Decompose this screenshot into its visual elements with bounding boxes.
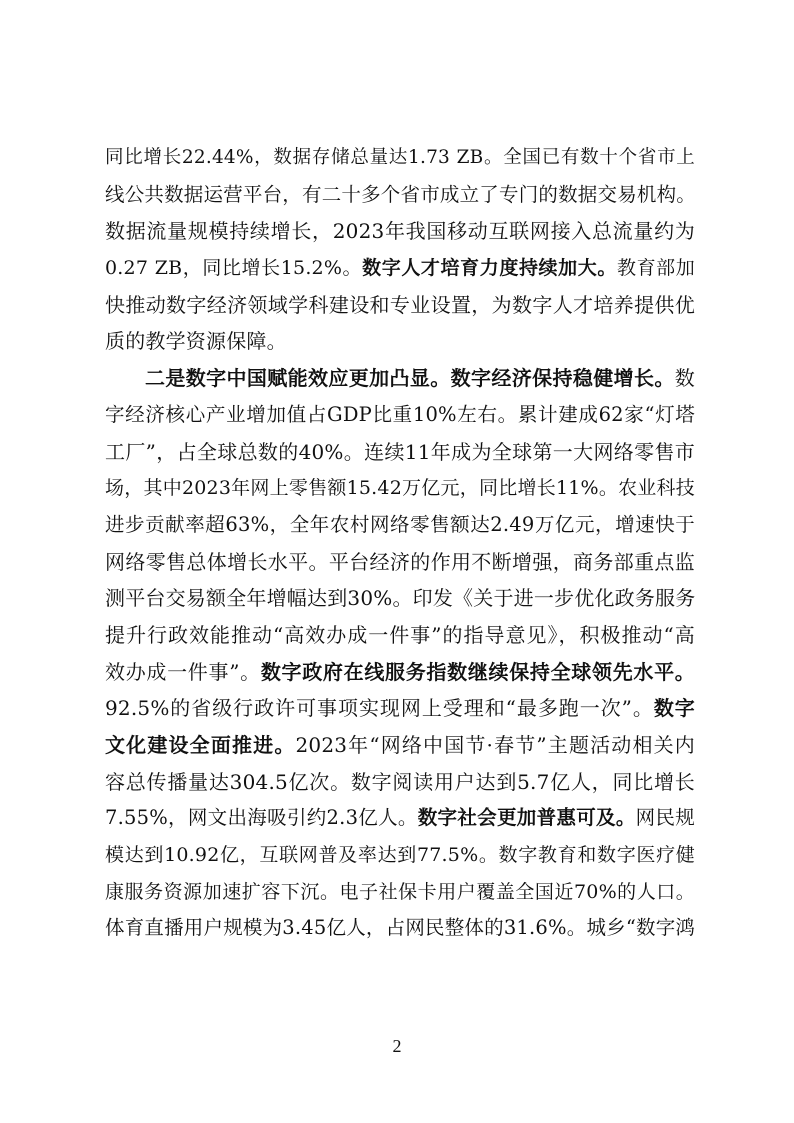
body-text-run: 康服务资源加速扩容下沉。电子社保卡用户覆盖全国近70%的人口。	[105, 880, 695, 903]
text-line	[105, 764, 695, 801]
text-line	[105, 434, 695, 471]
body-text-run: 效办成一件事”。	[105, 659, 261, 684]
body-text-run: 线公共数据运营平台，有二十多个省市成立了专门的数据交易机构。	[105, 182, 697, 206]
body-text-run: 7.55%，网文出海吸引约2.3亿人。	[105, 806, 418, 830]
body-text-run: 质的教学资源保障。	[105, 329, 287, 354]
text-line	[105, 507, 695, 544]
body-text-run: 模达到10.92亿，互联网普及率达到77.5%。数字教育和数字医疗健	[105, 844, 695, 867]
body-text-run: 体育直播用户规模为3.45亿人，占网民整体的31.6%。城乡“数字鸿	[105, 916, 696, 940]
body-text-run: 字经济核心产业增加值占GDP比重10%左右。累计建成62家“灯塔	[105, 402, 695, 426]
text-line	[105, 910, 695, 947]
body-text-run: 数	[674, 366, 695, 391]
body-text-run: 提升行政效能推动“高效办成一件事”的指导意见》，积极推动“高	[105, 622, 695, 647]
body-text-run: 同比增长22.44%，数据存储总量达1.73 ZB。全国已有数十个省市上	[105, 147, 695, 168]
text-line	[105, 617, 695, 654]
body-text-run: 快推动数字经济领域学科建设和专业设置，为数字人才培养提供优	[105, 292, 695, 317]
text-line	[105, 470, 695, 507]
text-line	[105, 177, 695, 214]
text-line	[105, 874, 695, 911]
bold-heading-text: 数字	[653, 696, 695, 721]
body-text-run: 测平台交易额全年增幅达到30%。印发《关于进一步优化政务服务	[105, 586, 696, 611]
body-text-run: 进步贡献率超63%，全年农村网络零售额达2.49万亿元，增速快于	[105, 512, 695, 536]
text-line	[105, 544, 695, 581]
body-text-run: 网民规	[635, 806, 695, 830]
text-line	[105, 837, 695, 874]
text-line	[105, 580, 695, 617]
body-text-run: 教育部加	[616, 257, 695, 280]
body-text	[105, 140, 695, 947]
bold-heading-text: 数字社会更加普惠可及。	[417, 806, 636, 830]
body-text-run: 场，其中2023年网上零售额15.42万亿元，同比增长11%。农业科技	[105, 477, 695, 500]
text-line	[105, 323, 695, 360]
text-line	[105, 360, 695, 397]
body-text-run: 容总传播量达304.5亿次。数字阅读用户达到5.7亿人，同比增长	[105, 769, 695, 794]
bold-heading-text: 二是数字中国赋能效应更加凸显。数字经济保持稳健增长。	[145, 366, 675, 391]
body-text-run: 数据流量规模持续增长，2023年我国移动互联网接入总流量约为	[105, 219, 695, 244]
text-line	[105, 287, 695, 324]
bold-heading-text: 数字人才培育力度持续加大。	[362, 257, 617, 280]
text-line	[105, 727, 695, 764]
text-line	[105, 800, 695, 837]
body-text-run: 0.27 ZB，同比增长15.2%。	[105, 257, 363, 280]
body-text-run: 工厂”，占全球总数的40%。连续11年成为全球第一大网络零售市	[105, 439, 695, 464]
text-line	[105, 397, 695, 434]
text-line	[105, 654, 695, 691]
text-line	[105, 250, 695, 287]
page-number: 2	[392, 1036, 402, 1056]
bold-heading-text: 数字政府在线服务指数继续保持全球领先水平。	[260, 659, 696, 684]
text-line	[105, 140, 695, 177]
text-line	[105, 213, 695, 250]
bold-heading-text: 文化建设全面推进。	[105, 733, 296, 757]
body-text-run: 2023年“网络中国节·春节”主题活动相关内	[295, 733, 695, 757]
body-text-run: 网络零售总体增长水平。平台经济的作用不断增强，商务部重点监	[105, 549, 695, 574]
body-text-run: 92.5%的省级行政许可事项实现网上受理和“最多跑一次”。	[105, 696, 654, 721]
text-line	[105, 690, 695, 727]
